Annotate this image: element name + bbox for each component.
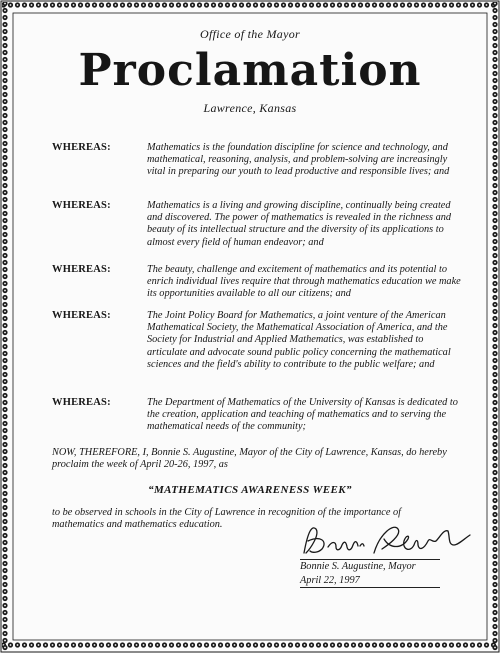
whereas-text: Mathematics is a living and growing discipline, continually being created and discovered. The power of mathematics is revealed in the richness and beauty of its intellectual structure and the diversity of its applications to almost every field of human endeavor; and	[147, 200, 452, 248]
whereas-label: WHEREAS:	[52, 200, 111, 211]
handwritten-signature	[298, 519, 498, 561]
observance-text: to be observed in schools in the City of Lawrence in recognition of the importance of mathematics and mathematics education.	[52, 507, 401, 531]
whereas-text: The beauty, challenge and excitement of mathematics and its potential to enrich individual lives require that through mathematics education we make its opportunities available to all our citizens; and	[147, 264, 461, 300]
whereas-label: WHEREAS:	[52, 310, 111, 321]
signature-date: April 22, 1997	[300, 575, 360, 586]
whereas-text: Mathematics is the foundation discipline for science and technology, and mathematical, reasoning, analysis, and problem-solving are increasingly vital in preparing our youth to lead productive and responsible lives; and	[147, 142, 450, 178]
date-underline	[300, 587, 440, 588]
whereas-text: The Joint Policy Board for Mathematics, a joint venture of the American Mathematical Society, the Mathematical Association of America, and the Society for Industrial and Applied Mathematics, was established to articulate and advocate sound public policy concerning the mathematical sciences and the field's ability to contribute to the public welfare; and	[147, 310, 451, 370]
event-name: “MATHEMATICS AWARENESS WEEK”	[148, 484, 352, 496]
whereas-text: The Department of Mathematics of the University of Kansas is dedicated to the creation, application and teaching of mathematics and to serving the mathematical needs of the community;	[147, 397, 458, 433]
signature-line	[300, 559, 440, 560]
whereas-label: WHEREAS:	[52, 142, 111, 153]
signer-name: Bonnie S. Augustine, Mayor	[300, 561, 416, 572]
whereas-label: WHEREAS:	[52, 264, 111, 275]
location-heading: Lawrence, Kansas	[203, 101, 297, 115]
proclamation-title: Proclamation	[78, 45, 422, 96]
whereas-label: WHEREAS:	[52, 397, 111, 408]
office-heading: Office of the Mayor	[199, 27, 300, 41]
resolution-text: NOW, THEREFORE, I, Bonnie S. Augustine, Mayor of the City of Lawrence, Kansas, do hereby proclaim the week of April 20-26, 1997, as	[52, 447, 447, 471]
